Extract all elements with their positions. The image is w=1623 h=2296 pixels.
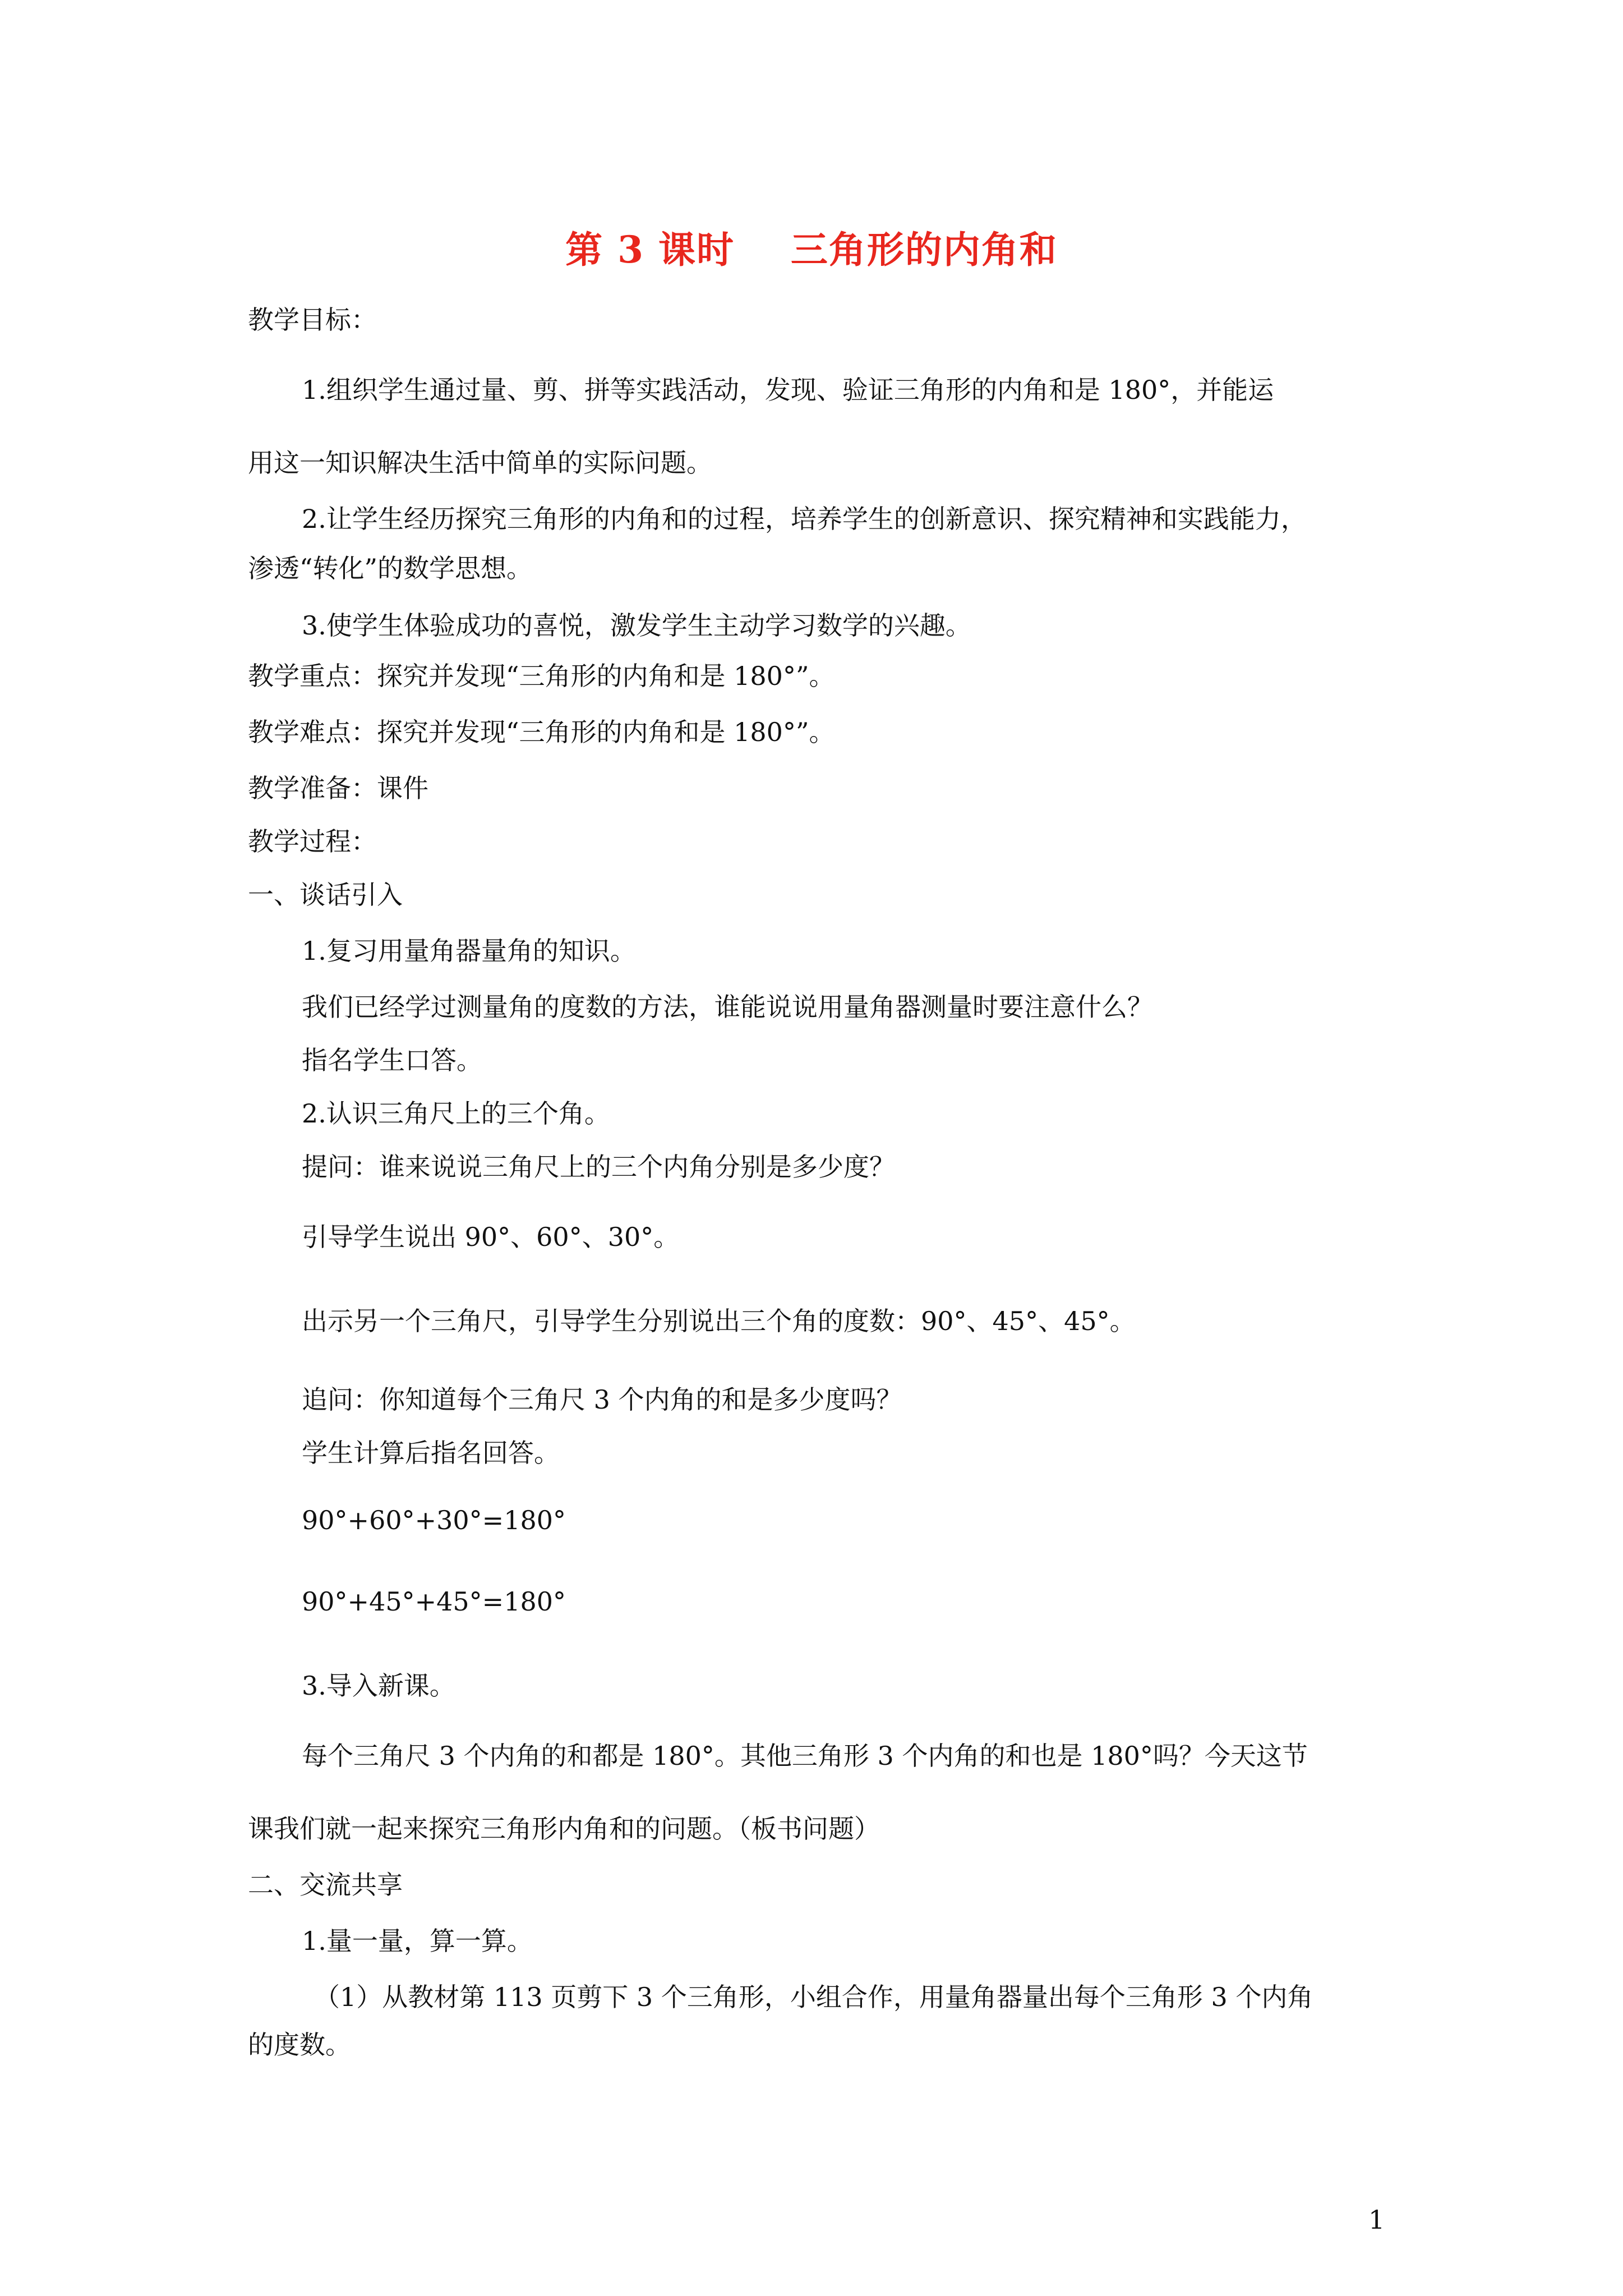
section-2-heading: 二、交流共享 [248, 1870, 403, 1900]
heading-objectives: 教学目标： [248, 305, 377, 335]
step-1-2: 2.认识三角尺上的三个角。 [302, 1098, 610, 1129]
lesson-title: 第 3 课时 三角形的内角和 [565, 228, 1058, 272]
key-point: 教学重点：探究并发现“三角形的内角和是 180°”。 [248, 661, 835, 691]
step-1-3-text-line-2: 课我们就一起来探究三角形内角和的问题。（板书问题） [248, 1814, 880, 1844]
heading-process: 教学过程： [248, 826, 377, 857]
equation-1: 90°+60°+30°=180° [302, 1505, 566, 1535]
equation-2: 90°+45°+45°=180° [302, 1586, 566, 1617]
step-1-2-another: 出示另一个三角尺，引导学生分别说出三个角的度数：90°、45°、45°。 [302, 1306, 1136, 1336]
step-1-2-question: 提问：谁来说说三角尺上的三个内角分别是多少度？ [302, 1152, 895, 1182]
step-1-2-guide: 引导学生说出 90°、60°、30°。 [302, 1222, 680, 1252]
objective-2-line-2: 渗透“转化”的数学思想。 [248, 553, 533, 583]
objective-1-line-2: 用这一知识解决生活中简单的实际问题。 [248, 448, 712, 478]
objective-1-line-1: 1.组织学生通过量、剪、拼等实践活动，发现、验证三角形的内角和是 180°，并能运 [302, 375, 1274, 405]
step-1-3: 3.导入新课。 [302, 1671, 455, 1701]
step-1-1-question: 我们已经学过测量角的度数的方法，谁能说说用量角器测量时要注意什么？ [302, 992, 1153, 1022]
objective-3: 3.使学生体验成功的喜悦，激发学生主动学习数学的兴趣。 [302, 610, 971, 641]
step-1-3-text-line-1: 每个三角尺 3 个内角的和都是 180°。其他三角形 3 个内角的和也是 180°吗？今天这节 [302, 1741, 1308, 1771]
step-1-2-calc: 学生计算后指名回答。 [302, 1438, 560, 1468]
step-2-1-sub-line-2: 的度数。 [248, 2030, 351, 2060]
step-2-1: 1.量一量，算一算。 [302, 1926, 533, 1956]
page-number: 1 [1368, 2205, 1385, 2235]
step-1-1: 1.复习用量角器量角的知识。 [302, 936, 636, 966]
step-1-1-answer: 指名学生口答。 [302, 1045, 482, 1075]
step-2-1-sub-line-1: （1）从教材第 113 页剪下 3 个三角形，小组合作，用量角器量出每个三角形 3 个内角 [314, 1982, 1313, 2012]
preparation: 教学准备：课件 [248, 773, 428, 803]
objective-2-line-1: 2.让学生经历探究三角形的内角和的过程，培养学生的创新意识、探究精神和实践能力， [302, 504, 1307, 534]
step-1-2-followup: 追问：你知道每个三角尺 3 个内角的和是多少度吗？ [302, 1384, 902, 1415]
difficult-point: 教学难点：探究并发现“三角形的内角和是 180°”。 [248, 717, 835, 747]
section-1-heading: 一、谈话引入 [248, 880, 403, 910]
